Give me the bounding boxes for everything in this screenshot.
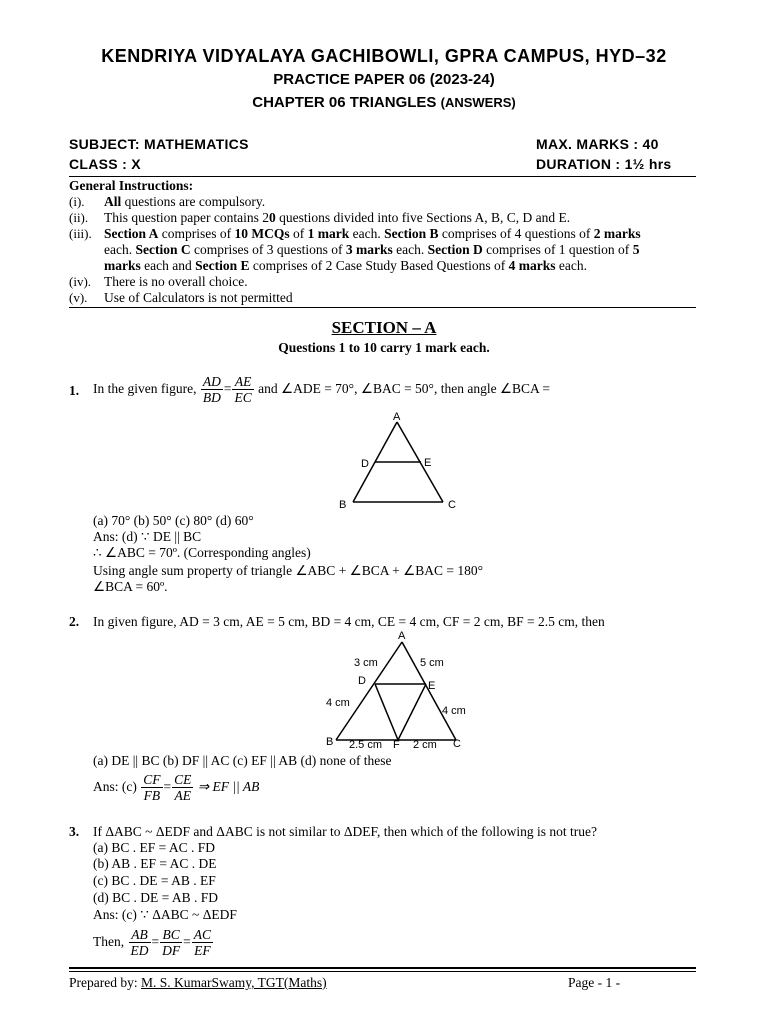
chapter-title — [0, 94, 768, 111]
q3-text: If ΔABC ~ ΔEDF and ΔABC is not similar to ΔDEF, then which of the following is not true? — [93, 824, 598, 839]
q1-label-c: C — [448, 499, 456, 511]
section-title: SECTION – A — [331, 318, 437, 337]
q2-label-e: E — [428, 680, 436, 692]
instr-3-line1: Section A comprises of 10 MCQs of 1 mark each. Section B comprises of 4 questions of 2 marks — [104, 226, 641, 241]
q2-label-b: B — [326, 736, 334, 748]
footer-author: M. S. KumarSwamy, TGT(Maths) — [140, 975, 327, 990]
q1-label-b: B — [339, 499, 347, 511]
class-label: CLASS : X — [69, 156, 141, 172]
instr-5: Use of Calculators is not permitted — [104, 290, 293, 305]
q3-number: 3. — [69, 824, 80, 839]
footer-prepared: Prepared by: M. S. KumarSwamy, TGT(Maths) — [69, 975, 327, 990]
q2-len-cf: 2 cm — [413, 739, 437, 751]
instr-num-2: (ii). — [69, 210, 89, 225]
q3-frac-2: $\frac{BC}{DF}$ — [162, 927, 181, 959]
q3-option-b: (b) AB . EF = AC . DE — [93, 856, 217, 871]
duration: DURATION : 1½ hrs — [536, 156, 672, 172]
q2-frac-1: $\frac{CF}{FB}$ — [143, 772, 161, 804]
q3-option-a: (a) BC . EF = AC . FD — [93, 840, 216, 855]
footer-page: Page - 1 - — [568, 975, 621, 990]
q1-ans-3: Using angle sum property of triangle ∠ABC + ∠BCA + ∠BAC = 180° — [93, 563, 484, 578]
instr-num-1: (i). — [69, 194, 85, 209]
instr-num-4: (iv). — [69, 274, 92, 289]
instr-1: All questions are compulsory. — [104, 194, 266, 209]
q1-options: (a) 70° (b) 50° (c) 80° (d) 60° — [93, 513, 254, 528]
chapter-suffix: (ANSWERS) — [440, 95, 516, 110]
q1-ans-1: Ans: (d) ∵ DE || BC — [93, 529, 202, 544]
q3-then: Then, $\frac{AB}{ED}$ = $\frac{BC}{DF}$ = $\frac{AC}{EF}$ — [93, 927, 212, 959]
q2-len-ae: 5 cm — [420, 657, 444, 669]
school-name: KENDRIYA VIDYALAYA GACHIBOWLI, GPRA CAMPUS, HYD–32 — [101, 46, 667, 66]
q2-label-a: A — [398, 630, 406, 642]
q2-frac-2: $\frac{CE}{AE}$ — [174, 772, 192, 804]
q2-label-d: D — [358, 675, 366, 687]
q2-options: (a) DE || BC (b) DF || AC (c) EF || AB (d) none of these — [93, 753, 392, 768]
q2-triangle-figure — [322, 628, 472, 752]
q1-frac-2: $\frac{AE}{EC}$ — [234, 374, 252, 406]
instr-num-3: (iii). — [69, 226, 92, 241]
q1-text: In the given figure, $\frac{AD}{BD}$ = $\frac{AE}{EC}$ and ∠ADE = 70°, ∠BAC = 50°, then angle ∠BCA = — [93, 374, 551, 406]
q2-len-ad: 3 cm — [354, 657, 378, 669]
q1-ans-4: ∠BCA = 60º. — [93, 579, 168, 594]
instructions-title: General Instructions: — [69, 178, 194, 193]
q3-option-d: (d) BC . DE = AB . FD — [93, 890, 219, 905]
footer-rule-thin — [69, 971, 696, 972]
q1-label-d: D — [361, 458, 369, 470]
instr-3-line2: each. Section C comprises of 3 questions of 3 marks each. Section D comprises of 1 question of 5 — [104, 242, 640, 257]
instr-num-5: (v). — [69, 290, 88, 305]
header-rule — [69, 176, 696, 177]
q1-frac-1: $\frac{AD}{BD}$ — [202, 374, 221, 406]
q2-label-c: C — [453, 738, 461, 750]
footer-rule — [69, 967, 696, 969]
q1-label-a: A — [393, 411, 401, 423]
q1-ans-2: ∴ ∠ABC = 70º. (Corresponding angles) — [93, 545, 311, 560]
q3-frac-1: $\frac{AB}{ED}$ — [130, 927, 149, 959]
q3-option-c: (c) BC . DE = AB . EF — [93, 873, 216, 888]
q2-len-ce: 4 cm — [442, 705, 466, 717]
q1-label-e: E — [424, 457, 432, 469]
subject-label: SUBJECT: MATHEMATICS — [69, 136, 249, 152]
q2-number: 2. — [69, 614, 80, 629]
instr-3-line3: marks each and Section E comprises of 2 Case Study Based Questions of 4 marks each. — [104, 258, 587, 273]
q2-len-bd: 4 cm — [326, 697, 350, 709]
q2-len-bf: 2.5 cm — [349, 739, 383, 751]
q2-text: In given figure, AD = 3 cm, AE = 5 cm, BD = 4 cm, CE = 4 cm, CF = 2 cm, BF = 2.5 cm, then — [93, 614, 605, 629]
instr-2: This question paper contains 20 questions divided into five Sections A, B, C, D and E. — [104, 210, 571, 225]
q2-answer: Ans: (c) $\frac{CF}{FB}$ = $\frac{CE}{AE}$ ⇒ EF || AB — [93, 772, 260, 804]
chapter-name: CHAPTER 06 TRIANGLES — [252, 94, 437, 111]
q3-answer: Ans: (c) ∵ ΔABC ~ ΔEDF — [93, 907, 237, 922]
q1-triangle-figure — [335, 408, 465, 512]
instructions-rule — [69, 307, 696, 308]
section-subtitle: Questions 1 to 10 carry 1 mark each. — [278, 340, 490, 355]
q2-label-f: F — [393, 739, 400, 751]
max-marks: MAX. MARKS : 40 — [536, 136, 659, 152]
q1-number: 1. — [69, 383, 80, 398]
q3-frac-3: $\frac{AC}{EF}$ — [193, 927, 212, 959]
paper-title: PRACTICE PAPER 06 (2023-24) — [273, 71, 495, 88]
instr-4: There is no overall choice. — [104, 274, 248, 289]
